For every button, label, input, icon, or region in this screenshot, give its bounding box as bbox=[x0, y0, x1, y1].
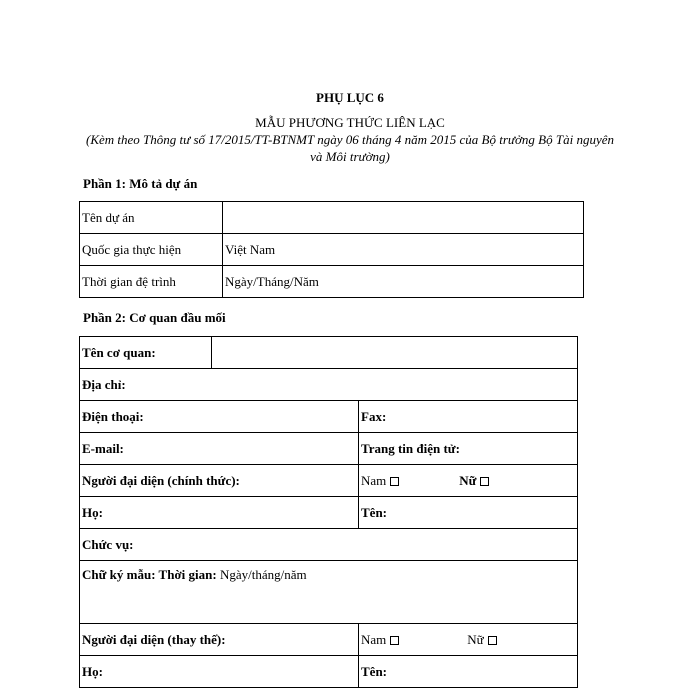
signature-field[interactable] bbox=[80, 561, 578, 624]
fax-label: Fax: bbox=[361, 408, 387, 424]
phone-label: Điện thoại: bbox=[82, 408, 144, 424]
gender-options bbox=[359, 465, 578, 497]
country-label: Quốc gia thực hiện bbox=[80, 234, 223, 266]
last-name-field[interactable] bbox=[80, 497, 359, 529]
table-row bbox=[80, 497, 578, 529]
country-field[interactable]: Việt Nam bbox=[223, 234, 584, 266]
male-checkbox[interactable] bbox=[390, 477, 399, 486]
table-row bbox=[80, 561, 578, 624]
legal-reference-note: (Kèm theo Thông tư số 17/2015/TT-BTNMT ngày 06 tháng 4 năm 2015 của Bộ trưởng Bộ Tài nguyên và Môi trường) bbox=[86, 132, 614, 164]
male-option-label: Nam bbox=[361, 472, 387, 488]
table-row bbox=[80, 369, 578, 401]
table-row bbox=[80, 433, 578, 465]
position-field[interactable] bbox=[80, 529, 578, 561]
male-option-label: Nam bbox=[361, 631, 387, 647]
table-row bbox=[80, 202, 584, 234]
official-representative-label: Người đại diện (chính thức): bbox=[80, 465, 359, 497]
appendix-title: PHỤ LỤC 6 bbox=[316, 90, 384, 105]
alternate-last-name-field[interactable] bbox=[80, 656, 359, 688]
address-field[interactable] bbox=[80, 369, 578, 401]
address-label: Địa chỉ: bbox=[82, 376, 126, 392]
submission-date-label: Thời gian đệ trình bbox=[80, 266, 223, 298]
email-label: E-mail: bbox=[82, 440, 124, 456]
last-name-label: Họ: bbox=[82, 663, 103, 679]
email-field[interactable] bbox=[80, 433, 359, 465]
first-name-field[interactable] bbox=[359, 497, 578, 529]
form-title: MẪU PHƯƠNG THỨC LIÊN LẠC bbox=[255, 115, 445, 130]
female-checkbox[interactable] bbox=[480, 477, 489, 486]
table-row bbox=[80, 465, 578, 497]
website-field[interactable] bbox=[359, 433, 578, 465]
agency-name-field[interactable] bbox=[212, 337, 578, 369]
table-row bbox=[80, 266, 584, 298]
part2-heading: Phần 2: Cơ quan đầu mối bbox=[83, 310, 226, 325]
signature-date: Ngày/tháng/năm bbox=[219, 567, 307, 582]
project-description-table bbox=[79, 201, 584, 298]
table-row bbox=[80, 401, 578, 433]
last-name-label: Họ: bbox=[82, 504, 103, 520]
female-option-label: Nữ bbox=[467, 631, 484, 647]
female-checkbox[interactable] bbox=[488, 636, 497, 645]
table-row bbox=[80, 234, 584, 266]
phone-field[interactable] bbox=[80, 401, 359, 433]
alternate-first-name-field[interactable] bbox=[359, 656, 578, 688]
table-row bbox=[80, 624, 578, 656]
position-label: Chức vụ: bbox=[82, 536, 134, 552]
submission-date-field[interactable]: Ngày/Tháng/Năm bbox=[223, 266, 584, 298]
project-name-field[interactable] bbox=[223, 202, 584, 234]
fax-field[interactable] bbox=[359, 401, 578, 433]
agency-name-label: Tên cơ quan: bbox=[80, 337, 212, 369]
focal-agency-table bbox=[79, 336, 578, 688]
first-name-label: Tên: bbox=[361, 663, 387, 679]
table-row bbox=[80, 656, 578, 688]
female-option-label: Nữ bbox=[459, 472, 477, 488]
signature-label: Chữ ký mẫu: Thời gian: bbox=[82, 567, 217, 582]
part1-heading: Phần 1: Mô tả dự án bbox=[83, 176, 198, 191]
table-row bbox=[80, 337, 578, 369]
project-name-label: Tên dự án bbox=[80, 202, 223, 234]
website-label: Trang tin điện tử: bbox=[361, 440, 460, 456]
alternate-representative-label: Người đại diện (thay thế): bbox=[80, 624, 359, 656]
gender-options-alternate bbox=[359, 624, 578, 656]
table-row bbox=[80, 529, 578, 561]
first-name-label: Tên: bbox=[361, 504, 387, 520]
male-checkbox[interactable] bbox=[390, 636, 399, 645]
